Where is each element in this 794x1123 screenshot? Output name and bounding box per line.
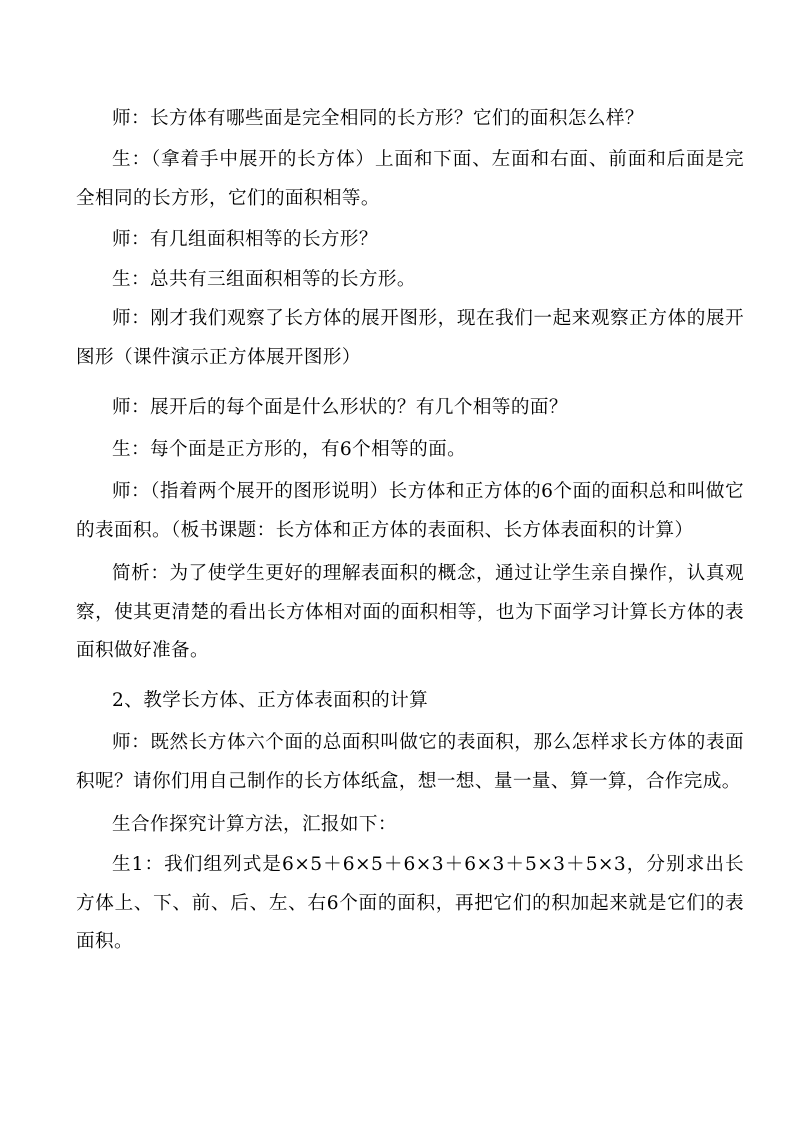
paragraph-9: 简析：为了使学生更好的理解表面积的概念，通过让学生亲自操作，认真观察，使其更清楚的看出长方体相对面的面积相等，也为下面学习计算长方体的表面积做好准备。 (76, 563, 744, 661)
paragraph-12: 生合作探究计算方法，汇报如下： (112, 814, 397, 835)
paragraph-7: 生：每个面是正方形的，有6个相等的面。 (112, 439, 467, 460)
paragraph-6: 师：展开后的每个面是什么形状的？有几个相等的面？ (112, 397, 568, 418)
paragraph-4: 生：总共有三组面积相等的长方形。 (112, 269, 416, 290)
paragraph-5: 师：刚才我们观察了长方体的展开图形，现在我们一起来观察正方体的展开图形（课件演示正方体展开图形） (76, 308, 744, 368)
paragraph-10: 2、教学长方体、正方体表面积的计算 (112, 690, 429, 711)
paragraph-3: 师：有几组面积相等的长方形？ (112, 229, 378, 250)
paragraph-11: 师：既然长方体六个面的总面积叫做它的表面积，那么怎样求长方体的表面积呢？请你们用自己制作的长方体纸盒，想一想、量一量、算一算，合作完成。 (76, 732, 744, 792)
paragraph-1: 师：长方体有哪些面是完全相同的长方形？它们的面积怎么样？ (112, 108, 644, 129)
paragraph-8: 师：（指着两个展开的图形说明）长方体和正方体的6个面的面积总和叫做它的表面积。（板书课题：长方体和正方体的表面积、长方体表面积的计算） (76, 481, 744, 541)
paragraph-2: 生：（拿着手中展开的长方体）上面和下面、左面和右面、前面和后面是完全相同的长方形，它们的面积相等。 (76, 149, 744, 209)
paragraph-13: 生1：我们组列式是6×5＋6×5＋6×3＋6×3＋5×3＋5×3，分别求出长方体上、下、前、后、左、右6个面的面积，再把它们的积加起来就是它们的表面积。 (76, 854, 744, 952)
